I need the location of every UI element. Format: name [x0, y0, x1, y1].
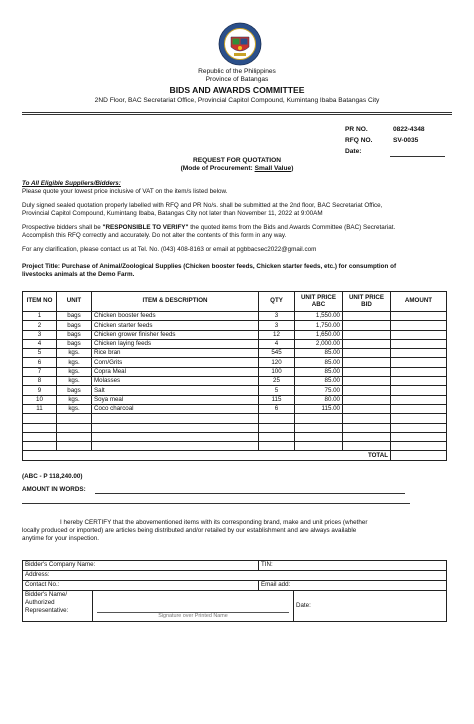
table-row	[23, 404, 447, 413]
cell-qty: 545	[259, 349, 295, 358]
signature-field[interactable]	[93, 591, 294, 622]
table-row-blank	[23, 442, 447, 451]
cell-blank	[295, 451, 343, 460]
cell-amount[interactable]	[391, 377, 447, 386]
cell-blank	[343, 432, 391, 441]
cell-bid[interactable]	[343, 358, 391, 367]
cell-abc: 85.00	[295, 377, 343, 386]
table-row	[23, 395, 447, 404]
col-description: ITEM & DESCRIPTION	[92, 292, 259, 312]
cell-amount[interactable]	[391, 395, 447, 404]
paragraph-verify-2: Accomplish this RFQ correctly and accurately. Do not alter the contents of this form in any way.	[22, 232, 287, 239]
cell-amount[interactable]	[391, 404, 447, 413]
amount-in-words-line[interactable]	[95, 493, 405, 494]
cell-no: 8	[23, 377, 57, 386]
cell-desc: Chicken booster feeds	[92, 312, 259, 321]
cell-desc: Molasses	[92, 377, 259, 386]
cell-no: 11	[23, 404, 57, 413]
table-header-row	[23, 292, 447, 312]
cell-blank	[57, 414, 92, 423]
cell-unit: bags	[57, 386, 92, 395]
bidder-date-field[interactable]: Date:	[294, 591, 447, 622]
cell-blank	[57, 423, 92, 432]
certification-text	[22, 519, 454, 543]
cell-blank	[295, 423, 343, 432]
total-amount[interactable]	[391, 451, 447, 460]
cell-amount[interactable]	[391, 367, 447, 376]
cell-no: 7	[23, 367, 57, 376]
salutation: To All Eligible Suppliers/Bidders:	[22, 180, 121, 187]
cell-blank	[295, 432, 343, 441]
cell-amount[interactable]	[391, 312, 447, 321]
cell-blank	[259, 442, 295, 451]
col-unit-price-bid: UNIT PRICE BID	[343, 292, 391, 312]
cell-blank	[23, 423, 57, 432]
pr-label: PR NO.	[345, 126, 368, 133]
cell-bid[interactable]	[343, 367, 391, 376]
cell-qty: 3	[259, 321, 295, 330]
cell-blank	[259, 432, 295, 441]
cell-amount[interactable]	[391, 330, 447, 339]
cell-blank	[92, 414, 259, 423]
certify-line-2: locally produced or imported) are articles being distributed and/or retailed by our establishment and are always available	[22, 526, 357, 534]
table-row	[23, 377, 447, 386]
cell-unit: bags	[57, 312, 92, 321]
cell-no: 1	[23, 312, 57, 321]
cell-bid[interactable]	[343, 330, 391, 339]
cell-bid[interactable]	[343, 404, 391, 413]
cell-blank	[259, 423, 295, 432]
pr-value: 0822-4348	[393, 126, 425, 133]
cell-amount[interactable]	[391, 339, 447, 348]
cell-blank	[391, 442, 447, 451]
table-row-blank	[23, 414, 447, 423]
cell-blank	[92, 451, 259, 460]
cell-desc: Soya meal	[92, 395, 259, 404]
table-row	[23, 358, 447, 367]
republic-text: Republic of the Philippines	[198, 68, 276, 75]
cell-unit: kgs.	[57, 349, 92, 358]
cell-bid[interactable]	[343, 312, 391, 321]
cell-amount[interactable]	[391, 321, 447, 330]
cell-desc: Chicken starter feeds	[92, 321, 259, 330]
cell-blank	[343, 414, 391, 423]
bidder-name-row	[23, 591, 447, 622]
cell-unit: kgs.	[57, 404, 92, 413]
col-amount: AMOUNT	[391, 292, 447, 312]
table-row	[23, 339, 447, 348]
cell-qty: 6	[259, 404, 295, 413]
cell-unit: kgs.	[57, 358, 92, 367]
cell-desc: Salt	[92, 386, 259, 395]
rfq-title: REQUEST FOR QUOTATION	[192, 157, 282, 164]
project-title-1: Project Title: Purchase of Animal/Zoological Supplies (Chicken booster feeds, Chicken starter feeds, etc.) for consumption of	[22, 263, 397, 270]
table-row	[23, 367, 447, 376]
cell-qty: 4	[259, 339, 295, 348]
cell-blank	[23, 442, 57, 451]
cell-desc: Chicken grower finisher feeds	[92, 330, 259, 339]
cell-no: 6	[23, 358, 57, 367]
cell-no: 2	[23, 321, 57, 330]
bidder-contact-row	[23, 581, 447, 591]
cell-unit: bags	[57, 321, 92, 330]
cell-qty: 25	[259, 377, 295, 386]
items-table	[22, 291, 447, 461]
project-title-2: livestocks animals at the Demo Farm.	[22, 271, 135, 278]
cell-blank	[23, 414, 57, 423]
cell-blank	[92, 442, 259, 451]
procurement-mode: (Mode of Procurement: Small Value)	[180, 165, 294, 172]
col-item-no: ITEM NO	[23, 292, 57, 312]
cell-unit: kgs.	[57, 377, 92, 386]
cell-no: 9	[23, 386, 57, 395]
cell-no: 4	[23, 339, 57, 348]
cell-abc: 2,000.00	[295, 339, 343, 348]
cell-qty: 100	[259, 367, 295, 376]
paragraph-quote: Please quote your lowest price inclusive of VAT on the item/s listed below.	[22, 188, 228, 195]
cell-bid[interactable]	[343, 386, 391, 395]
cell-unit: bags	[57, 339, 92, 348]
cell-qty: 12	[259, 330, 295, 339]
cell-blank	[92, 432, 259, 441]
table-row	[23, 312, 447, 321]
paragraph-verify-1: Prospective bidders shall be "RESPONSIBLE TO VERIFY" the quoted items from the Bids and Awards Committee (BAC) Secretariat.	[22, 224, 396, 231]
cell-blank	[23, 451, 57, 460]
cell-abc: 115.00	[295, 404, 343, 413]
procurement-mode-value: Small Value	[254, 165, 292, 172]
abc-total: (ABC - P 118,240.00)	[22, 473, 83, 480]
cell-blank	[343, 423, 391, 432]
committee-title: BIDS AND AWARDS COMMITTEE	[169, 85, 305, 95]
cell-blank	[57, 442, 92, 451]
cell-qty: 5	[259, 386, 295, 395]
cell-abc: 80.00	[295, 395, 343, 404]
header-divider	[22, 112, 452, 113]
cell-blank	[23, 432, 57, 441]
cell-abc: 85.00	[295, 367, 343, 376]
table-row	[23, 321, 447, 330]
cell-abc: 75.00	[295, 386, 343, 395]
bidder-info-table	[22, 560, 447, 622]
cell-desc: Rice bran	[92, 349, 259, 358]
paragraph-submission-1: Duly signed sealed quotation properly labelled with RFQ and PR No/s. shall be submitted at the 2nd floor, BAC Secretariat Office,	[22, 202, 383, 209]
cell-qty: 3	[259, 312, 295, 321]
cell-desc: Copra Meal	[92, 367, 259, 376]
cell-blank	[391, 423, 447, 432]
cell-blank	[259, 451, 295, 460]
cell-qty: 120	[259, 358, 295, 367]
table-row	[23, 330, 447, 339]
rfq-label: RFQ NO.	[345, 137, 373, 144]
cell-no: 5	[23, 349, 57, 358]
contact-field[interactable]: Contact No.:	[23, 581, 259, 591]
cell-no: 3	[23, 330, 57, 339]
signature-caption: Signature over Printed Name	[97, 612, 289, 620]
rfq-value: SV-0035	[393, 137, 419, 144]
cell-desc: Corn/Grits	[92, 358, 259, 367]
cell-abc: 85.00	[295, 358, 343, 367]
col-unit: UNIT	[57, 292, 92, 312]
cell-unit: kgs.	[57, 367, 92, 376]
cell-blank	[295, 442, 343, 451]
company-name-field[interactable]: Bidder's Company Name:	[23, 561, 259, 571]
cell-bid[interactable]	[343, 395, 391, 404]
office-address: 2ND Floor, BAC Secretariat Office, Provincial Capitol Compound, Kumintang Ibaba Batangas City	[94, 97, 380, 104]
cell-desc: Chicken laying feeds	[92, 339, 259, 348]
cell-blank	[343, 442, 391, 451]
cell-blank	[92, 423, 259, 432]
amount-in-words-label: AMOUNT IN WORDS:	[22, 486, 86, 493]
total-label: TOTAL	[343, 451, 391, 460]
cell-desc: Coco charcoal	[92, 404, 259, 413]
province-text: Province of Batangas	[205, 76, 269, 83]
header-divider-2	[22, 114, 452, 115]
address-field[interactable]: Address:	[23, 571, 447, 581]
certify-line-3: anytime for your inspection.	[22, 534, 99, 542]
cell-bid[interactable]	[343, 349, 391, 358]
bidder-company-row	[23, 561, 447, 571]
table-row	[23, 386, 447, 395]
cell-amount[interactable]	[391, 349, 447, 358]
section-divider	[22, 503, 410, 504]
cell-abc: 1,550.00	[295, 312, 343, 321]
cell-blank	[391, 432, 447, 441]
col-unit-price-abc: UNIT PRICE ABC	[295, 292, 343, 312]
cell-qty: 115	[259, 395, 295, 404]
table-row-blank	[23, 432, 447, 441]
table-row	[23, 349, 447, 358]
bidder-name-label: Bidder's Name/ Authorized Representative:	[23, 591, 93, 622]
tin-field[interactable]: TIN:	[259, 561, 447, 571]
bidder-address-row	[23, 571, 447, 581]
provincial-seal-icon	[218, 22, 262, 66]
paragraph-contact: For any clarification, please contact us at Tel. No. (043) 408-8163 or email at pgbbacsec2022@gmail.com	[22, 246, 317, 253]
email-field[interactable]: Email add:	[259, 581, 447, 591]
certify-line-1: I hereby CERTIFY that the abovementioned items with its corresponding brand, make and unit prices (whether	[60, 519, 368, 526]
cell-amount[interactable]	[391, 386, 447, 395]
date-label: Date:	[345, 148, 362, 155]
col-qty: QTY	[259, 292, 295, 312]
cell-unit: kgs.	[57, 395, 92, 404]
cell-blank	[295, 414, 343, 423]
cell-bid[interactable]	[343, 321, 391, 330]
cell-blank	[259, 414, 295, 423]
cell-blank	[57, 432, 92, 441]
cell-amount[interactable]	[391, 358, 447, 367]
cell-blank	[391, 414, 447, 423]
cell-abc: 85.00	[295, 349, 343, 358]
paragraph-submission-2: Provincial Capitol Compound, Kumintang Ibaba, Batangas City not later than November 11, 2022 at 9:00AM	[22, 210, 323, 217]
cell-bid[interactable]	[343, 339, 391, 348]
cell-no: 10	[23, 395, 57, 404]
cell-abc: 1,650.00	[295, 330, 343, 339]
table-row-blank	[23, 423, 447, 432]
table-total-row	[23, 451, 447, 460]
cell-unit: bags	[57, 330, 92, 339]
cell-bid[interactable]	[343, 377, 391, 386]
cell-blank	[57, 451, 92, 460]
cell-abc: 1,750.00	[295, 321, 343, 330]
